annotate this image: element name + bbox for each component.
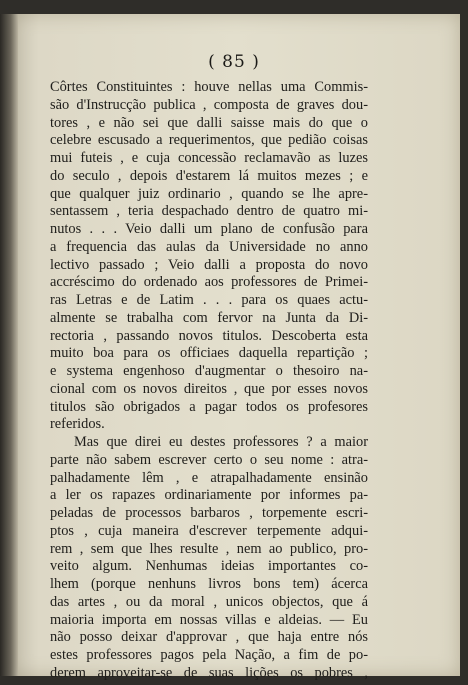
text-line: cional com os novos direitos , que por esses novos <box>50 380 368 397</box>
text-line: não posso deixar d'approvar , que haja entre nós <box>50 629 368 646</box>
text-line: tores , e não sei que dalli saisse mais do que o <box>50 114 368 131</box>
text-line: do seculo , depois d'estarem lá muitos mezes ; e <box>50 167 368 184</box>
text-line: que qualquer juiz ordinario , quando se lhe apre- <box>50 185 368 202</box>
text-line: titulos são obrigados a pagar todos os profesores <box>50 398 368 415</box>
text-line: muito boa para os officiaes daquella repartição ; <box>50 345 368 362</box>
text-line: ras Letras e de Latim . . . para os quaes actu- <box>50 292 368 308</box>
text-line: sentassem , teria despachado dentro de quatro mi- <box>50 203 368 220</box>
text-line: veito algum. Nenhumas ideias importantes co- <box>50 558 368 575</box>
text-line: rem , sem que lhes resulte , nem ao publico, pro- <box>50 540 368 557</box>
page-number: ( 85 ) <box>208 52 260 72</box>
text-line: mui futeis , e cuja concessão reclamavão as luzes <box>50 150 368 166</box>
text-line: referidos. <box>50 416 105 433</box>
text-line: derem aproveitar-se de suas lições os pobres , <box>50 664 368 681</box>
text-line: celebre escusado a requerimentos, que pedião coisas <box>50 132 368 149</box>
text-line: lhem (porque nenhuns livros bons tem) ácerca <box>50 576 368 592</box>
text-line: peladas de processos barbaros , torpemente escri- <box>50 505 368 521</box>
text-line: a ler os rapazes ordinariamente por informes pa- <box>50 487 368 504</box>
text-line: maioria importa em nossas villas e aldeias. — Eu <box>50 611 368 628</box>
text-line: das artes , ou da moral , unicos objectos, que á <box>50 593 368 610</box>
text-line: rectoria , passando novos titulos. Descoberta esta <box>50 327 368 344</box>
text-line: ptos , cuja maneira d'escrever terpemente adqui- <box>50 522 368 539</box>
body-text <box>50 79 368 683</box>
text-line: palhadamente lêm , e atrapalhadamente ensinão <box>50 469 368 486</box>
text-line: almente se trabalha com fervor na Junta da Di- <box>50 309 368 326</box>
text-line: são d'Instrucção publica , composta de graves dou- <box>50 96 368 113</box>
text-line: lectivo passado ; Veio dalli a proposta do novo <box>50 256 368 273</box>
text-line: parte não sabem escrever certo o seu nome : atra- <box>50 451 368 468</box>
book-gutter <box>0 14 18 676</box>
text-line: Mas que direi eu destes professores ? a maior <box>74 434 368 450</box>
text-line: Côrtes Constituintes : houve nellas uma Commis- <box>50 79 368 95</box>
text-line: accréscimo do ordenado aos professores de Primei- <box>50 274 368 291</box>
text-line: nutos . . . Veio dalli um plano de confusão para <box>50 221 368 237</box>
text-line: e systema engenhoso d'augmentar o thesoiro na- <box>50 363 368 379</box>
text-line: estes professores pagos pela Nação, a fim de po- <box>50 647 368 663</box>
text-line: a frequencia das aulas da Universidade no anno <box>50 238 368 255</box>
